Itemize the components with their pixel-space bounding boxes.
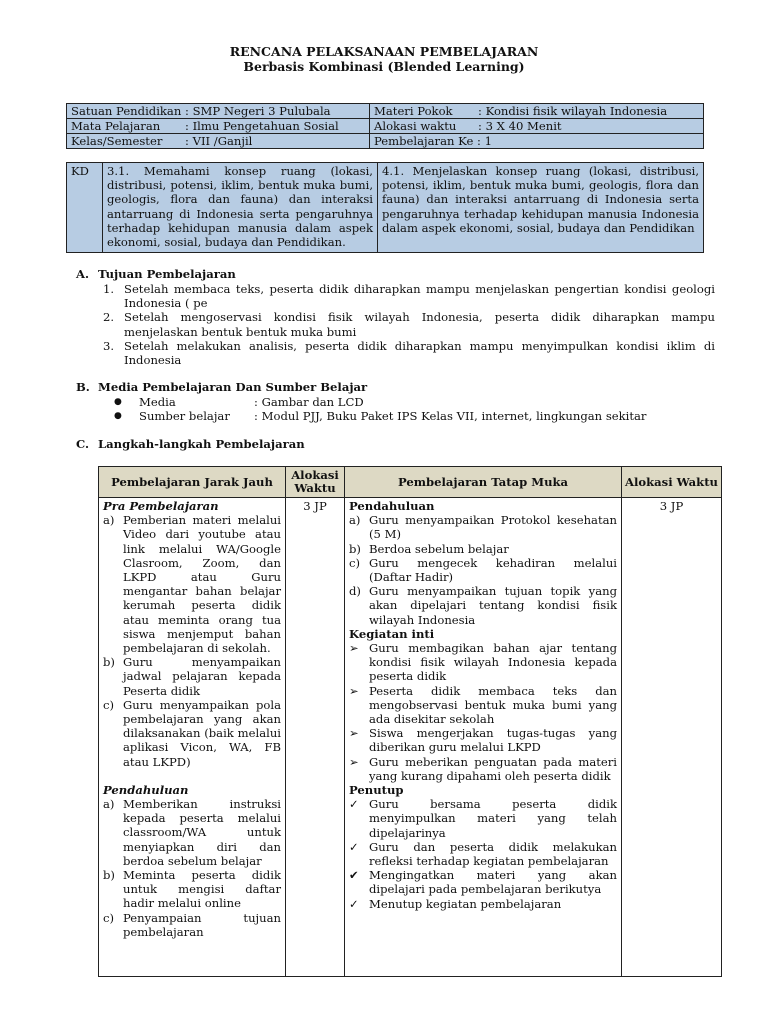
ptm-cell xyxy=(345,498,622,977)
col-alokasi-2: Alokasi Waktu xyxy=(622,467,722,498)
list-item: ● Sumber belajar : Modul PJJ, Buku Paket IPS Kelas VII, internet, lingkungan sekitar xyxy=(114,409,647,424)
list-item: c) Penyampaian tujuan pembelajaran xyxy=(103,910,281,939)
pendahuluan-ptm-heading: Pendahuluan xyxy=(349,499,435,513)
list-item: a) Memberikan instruksi kepada peserta melalui classroom/WA untuk menyiapkan diri dan berdoa sebelum belajar xyxy=(103,797,281,868)
tujuan-list xyxy=(103,282,715,367)
bullet-icon: ● xyxy=(114,397,122,407)
check-icon: ✓ xyxy=(349,797,359,812)
document-title: RENCANA PELAKSANAAN PEMBELAJARAN xyxy=(229,44,539,59)
document-subtitle: Berbasis Kombinasi (Blended Learning) xyxy=(243,59,525,74)
langkah-table xyxy=(98,466,722,977)
satuan-pendidikan: Satuan Pendidikan : SMP Negeri 3 Pulubala xyxy=(67,104,370,119)
section-b-heading: B. Media Pembelajaran Dan Sumber Belajar xyxy=(76,380,368,394)
identity-table xyxy=(66,103,704,149)
penutup-heading: Penutup xyxy=(349,783,404,798)
check-icon: ✔ xyxy=(349,868,359,883)
alokasi-ptm: 3 JP xyxy=(622,498,722,977)
media-list xyxy=(112,395,712,423)
list-item: c) Guru mengecek kehadiran melalui (Daftar Hadir) xyxy=(349,555,617,585)
bullet-icon: ● xyxy=(114,411,122,422)
section-a-heading: A. Tujuan Pembelajaran xyxy=(76,267,236,281)
list-item: ✓ Menutup kegiatan pembelajaran xyxy=(349,896,562,911)
kd-4-1: 4.1. Menjelaskan konsep ruang (lokasi, distribusi, potensi, iklim, bentuk muka bumi, geologis, flora dan fauna) dan interaksi antarruang di Indonesia serta pengaruhnya terhadap kehidupan manusia Indonesia dalam aspek ekonomi, sosial, budaya dan Pendidikan xyxy=(378,163,704,253)
list-item: c) Guru menyampaikan pola pembelajaran yang akan dilaksanakan (baik melalui aplikasi Vicon, WA, FB atau LKPD) xyxy=(103,697,281,769)
pra-pembelajaran-heading: Pra Pembelajaran xyxy=(103,499,219,513)
kompetensi-dasar-table xyxy=(66,162,704,253)
list-item: a) Pemberian materi melalui Video dari youtube atau link melalui WA/Google Clasroom, Zoom, dan LKPD atau Guru mengantar bahan belajar kerumah peserta didik atau meminta orang tua siswa menjemput bahan pembelajaran di sekolah. xyxy=(103,513,281,656)
list-item: ➢ Peserta didik membaca teks dan mengobservasi bentuk muka bumi yang ada disekitar sekolah xyxy=(349,683,617,727)
list-item: 3. Setelah melakukan analisis, peserta didik diharapkan mampu menyimpulkan kondisi iklim di Indonesia xyxy=(103,338,715,368)
list-item: ✔ Mengingatkan materi yang akan dipelajari pada pembelajaran berikutya xyxy=(349,868,617,897)
kelas-semester: Kelas/Semester : VII /Ganjil xyxy=(67,134,370,149)
list-item: b) Meminta peserta didik untuk mengisi daftar hadir melalui online xyxy=(103,868,281,911)
list-item: ➢ Siswa mengerjakan tugas-tugas yang diberikan guru melalui LKPD xyxy=(349,726,617,755)
col-pjj: Pembelajaran Jarak Jauh xyxy=(99,467,286,498)
list-item: 2. Setelah mengoservasi kondisi fisik wilayah Indonesia, peserta didik diharapkan mampu menjelaskan bentuk bentuk muka bumi xyxy=(103,310,715,339)
list-item: ● Media : Gambar dan LCD xyxy=(114,395,364,409)
alokasi-waktu: Alokasi waktu : 3 X 40 Menit xyxy=(370,119,704,134)
col-alokasi-1: Alokasi Waktu xyxy=(286,467,345,498)
list-item: ➢ Guru meberikan penguatan pada materi yang kurang dipahami oleh peserta didik xyxy=(349,754,617,783)
pjj-cell xyxy=(99,498,286,977)
kegiatan-inti-heading: Kegiatan inti xyxy=(349,626,435,641)
kd-3-1: 3.1. Memahami konsep ruang (lokasi, distribusi, potensi, iklim, bentuk muka bumi, geologis, flora dan fauna) dan interaksi antarruang di Indonesia serta pengaruhnya terhadap kehidupan manusia dalam aspek ekonomi, sosial, budaya dan Pendidikan. xyxy=(103,163,378,253)
list-item: b) Berdoa sebelum belajar xyxy=(349,541,509,556)
arrow-icon: ➢ xyxy=(349,726,359,741)
list-item: a) Guru menyampaikan Protokol kesehatan (5 M) xyxy=(349,513,617,542)
arrow-icon: ➢ xyxy=(349,641,359,656)
check-icon: ✓ xyxy=(349,896,359,911)
list-item: b) Guru menyampaikan jadwal pelajaran kepada Peserta didik xyxy=(103,655,281,698)
pembelajaran-ke: Pembelajaran Ke : 1 xyxy=(370,134,704,149)
list-item: d) Guru menyampaikan tujuan topik yang akan dipelajari tentang kondisi fisik wilayah Indonesia xyxy=(349,584,617,627)
list-item: ✓ Guru dan peserta didik melakukan refleksi terhadap kegiatan pembelajaran xyxy=(349,839,617,869)
col-ptm: Pembelajaran Tatap Muka xyxy=(345,467,622,498)
list-item: 1. Setelah membaca teks, peserta didik diharapkan mampu menjelaskan pengertian kondisi geologi Indonesia ( pe xyxy=(103,282,715,311)
pendahuluan-pjj-heading: Pendahuluan xyxy=(103,782,189,797)
arrow-icon: ➢ xyxy=(349,754,359,769)
materi-pokok: Materi Pokok : Kondisi fisik wilayah Indonesia xyxy=(370,104,704,119)
check-icon: ✓ xyxy=(349,839,359,854)
list-item: ✓ Guru bersama peserta didik menyimpulkan materi yang telah dipelajarinya xyxy=(349,797,617,840)
kd-label: KD xyxy=(67,163,103,253)
alokasi-pjj: 3 JP xyxy=(286,498,345,977)
list-item: ➢ Guru membagikan bahan ajar tentang kondisi fisik wilayah Indonesia kepada peserta didik xyxy=(349,641,617,684)
mata-pelajaran: Mata Pelajaran : Ilmu Pengetahuan Sosial xyxy=(67,119,370,134)
section-c-heading: C. Langkah-langkah Pembelajaran xyxy=(76,437,305,451)
arrow-icon: ➢ xyxy=(349,683,359,698)
